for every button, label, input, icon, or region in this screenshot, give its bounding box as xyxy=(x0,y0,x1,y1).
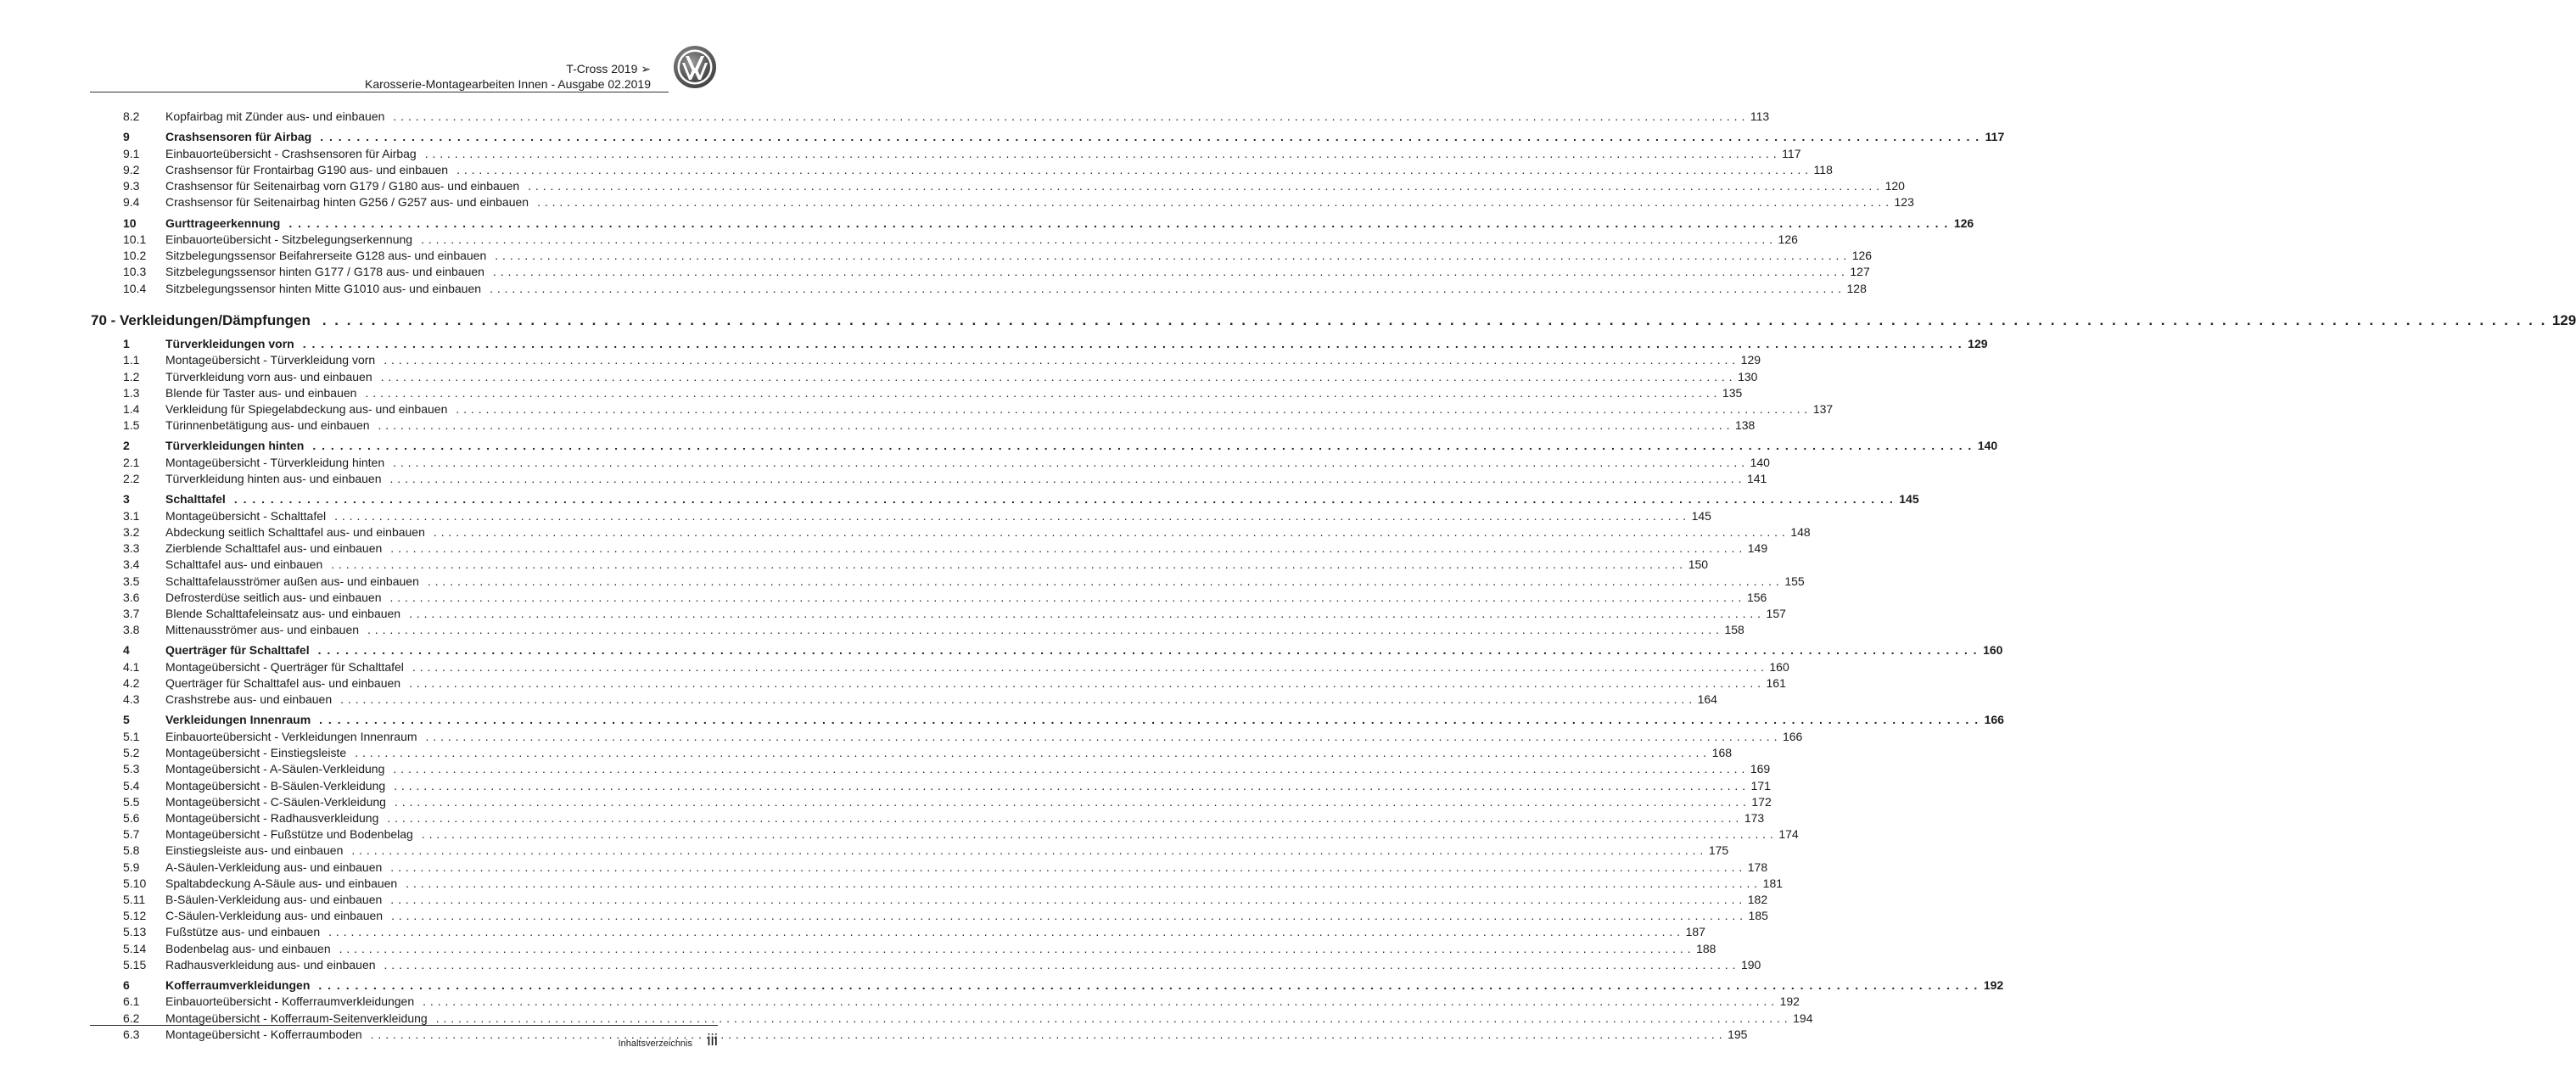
toc-page-number: 126 xyxy=(1778,232,1798,246)
toc-title: Schalttafel aus- und einbauen xyxy=(165,557,323,572)
toc-page-number: 145 xyxy=(1691,508,1711,523)
toc-number: 3.4 xyxy=(123,557,140,572)
toc-page-number: 160 xyxy=(1983,643,2003,658)
toc-entry-row[interactable] xyxy=(123,843,1729,859)
toc-title: Montageübersicht - Kofferraumboden xyxy=(165,1027,362,1041)
toc-title: Montageübersicht - C-Säulen-Verkleidung xyxy=(165,794,386,809)
toc-page-number: 145 xyxy=(1899,492,1919,507)
toc-page-number: 118 xyxy=(1813,162,1833,176)
toc-number: 4.2 xyxy=(123,676,140,690)
toc-title: Kopfairbag mit Zünder aus- und einbauen xyxy=(165,109,385,123)
toc-title: Abdeckung seitlich Schalttafel aus- und einbauen xyxy=(165,524,425,539)
toc-number: 5.6 xyxy=(123,810,140,825)
toc-page-number: 188 xyxy=(1696,941,1716,955)
toc-title: Montageübersicht - A-Säulen-Verkleidung xyxy=(165,762,385,776)
toc-page-number: 150 xyxy=(1688,557,1709,572)
toc-title: Schalttafel xyxy=(165,492,226,507)
toc-leader-dots xyxy=(378,417,1730,434)
toc-entry-row[interactable] xyxy=(123,876,1784,892)
toc-page-number: 135 xyxy=(1722,385,1743,400)
toc-page-number: 187 xyxy=(1685,925,1705,939)
toc-entry-row[interactable] xyxy=(123,729,1803,745)
toc-leader-dots xyxy=(384,352,1735,368)
toc-number: 5.12 xyxy=(123,909,147,923)
toc-page-number: 157 xyxy=(1766,606,1786,620)
toc-number: 3.6 xyxy=(123,590,140,604)
toc-page-number: 156 xyxy=(1746,590,1767,604)
toc-leader-dots xyxy=(234,491,1894,507)
toc-leader-dots xyxy=(393,109,1744,125)
toc-entry-row[interactable] xyxy=(123,908,1768,924)
toc-number: 5.7 xyxy=(123,827,140,842)
toc-leader-dots xyxy=(318,977,1978,994)
toc-entry-row[interactable] xyxy=(123,826,1799,843)
toc-number: 1.3 xyxy=(123,385,140,400)
toc-page-number: 164 xyxy=(1697,692,1717,707)
toc-entry-row[interactable] xyxy=(123,957,1761,973)
toc-number: 1.2 xyxy=(123,369,140,384)
toc-number: 9.3 xyxy=(123,179,140,193)
toc-page-number: 168 xyxy=(1711,746,1733,760)
toc-number: 6 xyxy=(123,977,130,992)
toc-leader-dots xyxy=(426,729,1778,745)
toc-leader-dots xyxy=(331,557,1683,573)
toc-entry-row[interactable] xyxy=(123,417,1756,434)
toc-leader-dots xyxy=(339,941,1691,957)
toc-number: 6.1 xyxy=(123,994,140,1009)
toc-number: 5.11 xyxy=(123,892,146,906)
toc-page-number: 173 xyxy=(1744,810,1765,825)
toc-number: 10.4 xyxy=(123,281,147,295)
toc-leader-dots xyxy=(390,860,1742,876)
toc-entry-row[interactable] xyxy=(123,941,1716,957)
toc-entry-row[interactable] xyxy=(123,401,1834,417)
toc-leader-dots xyxy=(355,745,1706,761)
toc-leader-dots xyxy=(303,336,1963,352)
toc-title: Einbauorteübersicht - Crashsensoren für Airbag xyxy=(165,146,417,160)
toc-title: Montageübersicht - B-Säulen-Verkleidung xyxy=(165,778,386,792)
toc-page-number: 129 xyxy=(1740,353,1761,367)
toc-entry-row[interactable] xyxy=(123,109,1770,125)
toc-page-number: 117 xyxy=(1985,130,2005,144)
toc-title: Montageübersicht - Radhausverkleidung xyxy=(165,810,379,825)
toc-title: Mittenausströmer aus- und einbauen xyxy=(165,623,360,637)
header-title-line-1: T-Cross 2019 ➢ xyxy=(566,62,651,76)
toc-number: 3.3 xyxy=(123,541,140,556)
toc-leader-dots xyxy=(390,892,1742,908)
toc-title: C-Säulen-Verkleidung aus- und einbauen xyxy=(165,909,384,923)
toc-leader-dots xyxy=(322,311,2547,331)
toc-entry-row[interactable] xyxy=(123,162,1833,178)
toc-page-number: 185 xyxy=(1748,909,1768,923)
toc-title: Montageübersicht - Türverkleidung vorn xyxy=(165,353,376,367)
toc-leader-dots xyxy=(390,590,1742,606)
toc-number: 10.1 xyxy=(123,232,147,246)
toc-title: Einbauorteübersicht - Verkleidungen Innenraum xyxy=(165,729,417,743)
toc-number: 3.5 xyxy=(123,574,140,588)
toc-page-number: 192 xyxy=(1779,994,1800,1009)
toc-entry-row[interactable] xyxy=(123,590,1767,606)
toc-leader-dots xyxy=(312,438,1972,454)
toc-leader-dots xyxy=(371,1027,1722,1043)
toc-number: 2.2 xyxy=(123,472,140,485)
toc-entry-row[interactable] xyxy=(123,924,1705,940)
toc-number: 8.2 xyxy=(123,109,140,123)
toc-entry-row[interactable] xyxy=(123,860,1768,876)
toc-title: Einbauorteübersicht - Kofferraumverkleidungen xyxy=(165,994,415,1009)
toc-leader-dots xyxy=(384,957,1736,973)
toc-page-number: 192 xyxy=(1983,977,2004,992)
toc-leader-dots xyxy=(394,778,1745,794)
toc-entry-row[interactable] xyxy=(123,540,1768,557)
toc-leader-dots xyxy=(422,826,1773,843)
toc-entry-row[interactable] xyxy=(123,1011,1813,1027)
toc-number: 5.1 xyxy=(123,729,140,743)
toc-section-row[interactable] xyxy=(123,491,1919,507)
toc-title: Türverkleidung hinten aus- und einbauen xyxy=(165,472,382,485)
toc-page-number: 113 xyxy=(1750,109,1770,123)
toc-leader-dots xyxy=(421,232,1772,248)
toc-page-number: 129 xyxy=(1968,336,1988,350)
toc-title: Verkleidung für Spiegelabdeckung aus- und einbauen xyxy=(165,401,448,416)
toc-number: 5.13 xyxy=(123,925,147,939)
toc-leader-dots xyxy=(428,574,1779,590)
toc-number: 10.2 xyxy=(123,249,147,263)
toc-entry-row[interactable] xyxy=(123,471,1767,487)
toc-title: Querträger für Schalttafel xyxy=(165,643,310,658)
toc-number: 5.14 xyxy=(123,941,147,955)
toc-number: 5.8 xyxy=(123,843,140,858)
toc-section-row[interactable] xyxy=(123,712,2004,728)
toc-page-number: 158 xyxy=(1724,623,1744,637)
toc-entry-row[interactable] xyxy=(123,761,1771,777)
toc-title: Türverkleidungen vorn xyxy=(165,336,294,350)
toc-chapter-row[interactable] xyxy=(91,311,2576,331)
toc-page-number: 161 xyxy=(1766,676,1786,690)
toc-entry-row[interactable] xyxy=(123,994,1800,1010)
toc-leader-dots xyxy=(495,248,1846,264)
toc-leader-dots xyxy=(456,401,1807,417)
toc-entry-row[interactable] xyxy=(123,659,1789,675)
toc-entry-row[interactable] xyxy=(123,810,1765,826)
toc-number: 3.1 xyxy=(123,508,140,523)
toc-leader-dots xyxy=(318,642,1978,658)
toc-title: Montageübersicht - Fußstütze und Bodenbelag xyxy=(165,827,413,842)
toc-number: 4.3 xyxy=(123,692,140,707)
toc-title: Fußstütze aus- und einbauen xyxy=(165,925,321,939)
toc-number: 5.5 xyxy=(123,794,140,809)
toc-leader-dots xyxy=(434,524,1785,540)
toc-number: 5.9 xyxy=(123,860,140,874)
toc-leader-dots xyxy=(365,385,1716,401)
toc-title: Montageübersicht - Türverkleidung hinten xyxy=(165,455,385,469)
toc-entry-row[interactable] xyxy=(123,574,1805,590)
toc-entry-row[interactable] xyxy=(123,794,1772,810)
toc-title: Crashstrebe aus- und einbauen xyxy=(165,692,333,707)
toc-section-row[interactable] xyxy=(123,977,2004,994)
toc-entry-row[interactable] xyxy=(123,178,1905,194)
toc-title: Gurttrageerkennung xyxy=(165,216,281,230)
toc-title: Montageübersicht - Einstiegsleiste xyxy=(165,746,347,760)
toc-page-number: 181 xyxy=(1762,876,1784,890)
toc-leader-dots xyxy=(367,622,1719,638)
toc-title: Defrosterdüse seitlich aus- und einbauen xyxy=(165,590,382,604)
toc-leader-dots xyxy=(528,178,1879,194)
toc-entry-row[interactable] xyxy=(123,675,1786,692)
toc-title: Einbauorteübersicht - Sitzbelegungserkennung xyxy=(165,232,413,246)
toc-page-number: 178 xyxy=(1747,860,1768,874)
toc-page-number: 171 xyxy=(1750,778,1771,792)
toc-page-number: 141 xyxy=(1746,472,1767,485)
toc-title: Bodenbelag aus- und einbauen xyxy=(165,941,331,955)
header-title-line-2: Karosserie-Montagearbeiten Innen - Ausgabe 02.2019 xyxy=(364,77,651,91)
toc-leader-dots xyxy=(409,606,1761,622)
toc-number: 1.4 xyxy=(123,401,140,416)
toc-leader-dots xyxy=(340,692,1692,708)
toc-page-number: 190 xyxy=(1740,957,1761,972)
toc-title: Montageübersicht - Querträger für Schalttafel xyxy=(165,659,404,674)
toc-leader-dots xyxy=(334,508,1686,524)
toc-title: Crashsensor für Seitenairbag vorn G179 / G180 aus- und einbauen xyxy=(165,179,520,193)
toc-title: Türinnenbetätigung aus- und einbauen xyxy=(165,418,370,433)
toc-entry-row[interactable] xyxy=(123,369,1758,385)
toc-page-number: 130 xyxy=(1738,369,1758,384)
toc-title: 70 - Verkleidungen/Dämpfungen xyxy=(91,311,311,328)
toc-number: 1 xyxy=(123,336,130,350)
toc-leader-dots xyxy=(493,264,1845,280)
toc-number: 9.4 xyxy=(123,195,140,210)
toc-leader-dots xyxy=(395,794,1746,810)
toc-number: 9.1 xyxy=(123,146,140,160)
toc-number: 3.8 xyxy=(123,623,140,637)
toc-number: 3 xyxy=(123,492,130,507)
toc-title: Montageübersicht - Kofferraum-Seitenverkleidung xyxy=(165,1011,428,1025)
footer-page-number: iii xyxy=(707,1032,718,1050)
toc-number: 4.1 xyxy=(123,659,140,674)
toc-title: Türverkleidung vorn aus- und einbauen xyxy=(165,369,372,384)
toc-title: Querträger für Schalttafel aus- und einbauen xyxy=(165,676,401,690)
toc-entry-row[interactable] xyxy=(123,232,1798,248)
toc-entry-row[interactable] xyxy=(123,892,1768,908)
toc-title: Crashsensoren für Airbag xyxy=(165,130,312,144)
toc-entry-row[interactable] xyxy=(123,508,1711,524)
toc-title: Blende für Taster aus- und einbauen xyxy=(165,385,357,400)
toc-number: 10 xyxy=(123,216,137,230)
toc-entry-row[interactable] xyxy=(123,622,1744,638)
toc-page-number: 166 xyxy=(1984,713,2004,727)
toc-page-number: 155 xyxy=(1784,574,1805,588)
toc-leader-dots xyxy=(436,1011,1788,1027)
toc-number: 5.10 xyxy=(123,876,147,890)
toc-page-number: 120 xyxy=(1884,179,1905,193)
toc-entry-row[interactable] xyxy=(123,248,1873,264)
toc-entry-row[interactable] xyxy=(123,778,1771,794)
toc-leader-dots xyxy=(381,369,1733,385)
toc-page-number: 194 xyxy=(1793,1011,1813,1025)
toc-page-number: 182 xyxy=(1747,892,1768,906)
toc-leader-dots xyxy=(490,281,1841,297)
toc-title: Sitzbelegungssensor Beifahrerseite G128 aus- und einbauen xyxy=(165,249,487,263)
toc-page-number: 169 xyxy=(1750,762,1771,776)
toc-page-number: 140 xyxy=(1977,439,1998,453)
toc-number: 5.2 xyxy=(123,746,140,760)
toc-page-number: 174 xyxy=(1778,827,1799,842)
toc-page-number: 195 xyxy=(1728,1027,1748,1041)
toc-title: Türverkleidungen hinten xyxy=(165,439,305,453)
toc-page-number: 137 xyxy=(1812,401,1834,416)
toc-leader-dots xyxy=(393,761,1744,777)
toc-section-row[interactable] xyxy=(123,129,2005,145)
toc-page-number: 148 xyxy=(1790,524,1811,539)
toc-section-row[interactable] xyxy=(123,438,1998,454)
toc-title: Montageübersicht - Schalttafel xyxy=(165,508,327,523)
toc-title: Radhausverkleidung aus- und einbauen xyxy=(165,957,376,972)
toc-number: 4 xyxy=(123,643,130,658)
toc-number: 2.1 xyxy=(123,455,140,469)
toc-number: 2 xyxy=(123,439,130,453)
toc-page-number: 129 xyxy=(2551,311,2576,328)
toc-page-number: 160 xyxy=(1769,659,1789,674)
toc-page-number: 123 xyxy=(1894,195,1914,210)
toc-entry-row[interactable] xyxy=(123,692,1717,708)
toc-entry-row[interactable] xyxy=(123,352,1761,368)
toc-section-row[interactable] xyxy=(123,642,2003,658)
toc-page-number: 172 xyxy=(1751,794,1772,809)
toc-title: Verkleidungen Innenraum xyxy=(165,713,311,727)
toc-title: Spaltabdeckung A-Säule aus- und einbauen xyxy=(165,876,398,890)
toc-page-number: 126 xyxy=(1851,249,1873,263)
toc-title: A-Säulen-Verkleidung aus- und einbauen xyxy=(165,860,383,874)
footer-label: Inhaltsverzeichnis xyxy=(618,1039,692,1049)
toc-entry-row[interactable] xyxy=(123,606,1786,622)
toc-entry-row[interactable] xyxy=(123,385,1743,401)
toc-title: B-Säulen-Verkleidung aus- und einbauen xyxy=(165,892,383,906)
toc-leader-dots xyxy=(537,194,1889,210)
toc-entry-row[interactable] xyxy=(123,557,1709,573)
toc-number: 5.3 xyxy=(123,762,140,776)
toc-leader-dots xyxy=(387,810,1739,826)
toc-title: Zierblende Schalttafel aus- und einbauen xyxy=(165,541,383,556)
toc-leader-dots xyxy=(412,659,1764,675)
toc-leader-dots xyxy=(406,876,1757,892)
toc-entry-row[interactable] xyxy=(123,524,1811,540)
toc-title: Crashsensor für Frontairbag G190 aus- und einbauen xyxy=(165,162,449,176)
toc-number: 10.3 xyxy=(123,265,147,279)
toc-section-row[interactable] xyxy=(123,216,1974,232)
toc-leader-dots xyxy=(409,675,1761,692)
toc-entry-row[interactable] xyxy=(123,194,1914,210)
toc-title: Sitzbelegungssensor hinten Mitte G1010 aus- und einbauen xyxy=(165,281,482,295)
toc-number: 9 xyxy=(123,130,130,144)
toc-number: 1.5 xyxy=(123,418,140,433)
toc-number: 3.7 xyxy=(123,606,140,620)
toc-leader-dots xyxy=(393,455,1744,471)
toc-title: Einstiegsleiste aus- und einbauen xyxy=(165,843,344,858)
toc-title: Sitzbelegungssensor hinten G177 / G178 aus- und einbauen xyxy=(165,265,484,279)
toc-title: Blende Schalttafeleinsatz aus- und einbauen xyxy=(165,606,401,620)
footer-divider xyxy=(90,1025,718,1026)
toc-leader-dots xyxy=(390,471,1742,487)
toc-page-number: 117 xyxy=(1782,146,1801,160)
toc-leader-dots xyxy=(320,129,1980,145)
toc-page-number: 140 xyxy=(1750,455,1770,469)
toc-number: 5.15 xyxy=(123,957,147,972)
toc-leader-dots xyxy=(319,712,1979,728)
toc-entry-row[interactable] xyxy=(123,146,1801,162)
toc-number: 9.2 xyxy=(123,162,140,176)
toc-entry-row[interactable] xyxy=(123,264,1870,280)
toc-page-number: 149 xyxy=(1747,541,1768,556)
toc-title: Kofferraumverkleidungen xyxy=(165,977,311,992)
toc-page-number: 175 xyxy=(1708,843,1729,858)
toc-page-number: 166 xyxy=(1782,729,1803,743)
toc-entry-row[interactable] xyxy=(123,281,1867,297)
toc-entry-row[interactable] xyxy=(123,745,1733,761)
toc-leader-dots xyxy=(425,146,1777,162)
toc-number: 6.3 xyxy=(123,1027,140,1041)
toc-leader-dots xyxy=(456,162,1808,178)
toc-page-number: 138 xyxy=(1734,418,1756,433)
toc-number: 3.2 xyxy=(123,524,140,539)
toc-leader-dots xyxy=(390,540,1742,557)
toc-page-number: 127 xyxy=(1850,265,1870,279)
toc-number: 5 xyxy=(123,713,130,727)
toc-leader-dots xyxy=(423,994,1774,1010)
toc-page-number: 126 xyxy=(1953,216,1974,230)
toc-title: Schalttafelausströmer außen aus- und einbauen xyxy=(165,574,419,588)
toc-leader-dots xyxy=(328,924,1680,940)
toc-number: 5.4 xyxy=(123,778,140,792)
toc-leader-dots xyxy=(351,843,1703,859)
toc-title: Crashsensor für Seitenairbag hinten G256 / G257 aus- und einbauen xyxy=(165,195,529,210)
toc-leader-dots xyxy=(288,216,1948,232)
toc-number: 6.2 xyxy=(123,1011,140,1025)
toc-page-number: 128 xyxy=(1846,281,1867,295)
toc-number: 1.1 xyxy=(123,353,140,367)
toc-section-row[interactable] xyxy=(123,336,1988,352)
toc-entry-row[interactable] xyxy=(123,455,1770,471)
toc-leader-dots xyxy=(391,908,1743,924)
